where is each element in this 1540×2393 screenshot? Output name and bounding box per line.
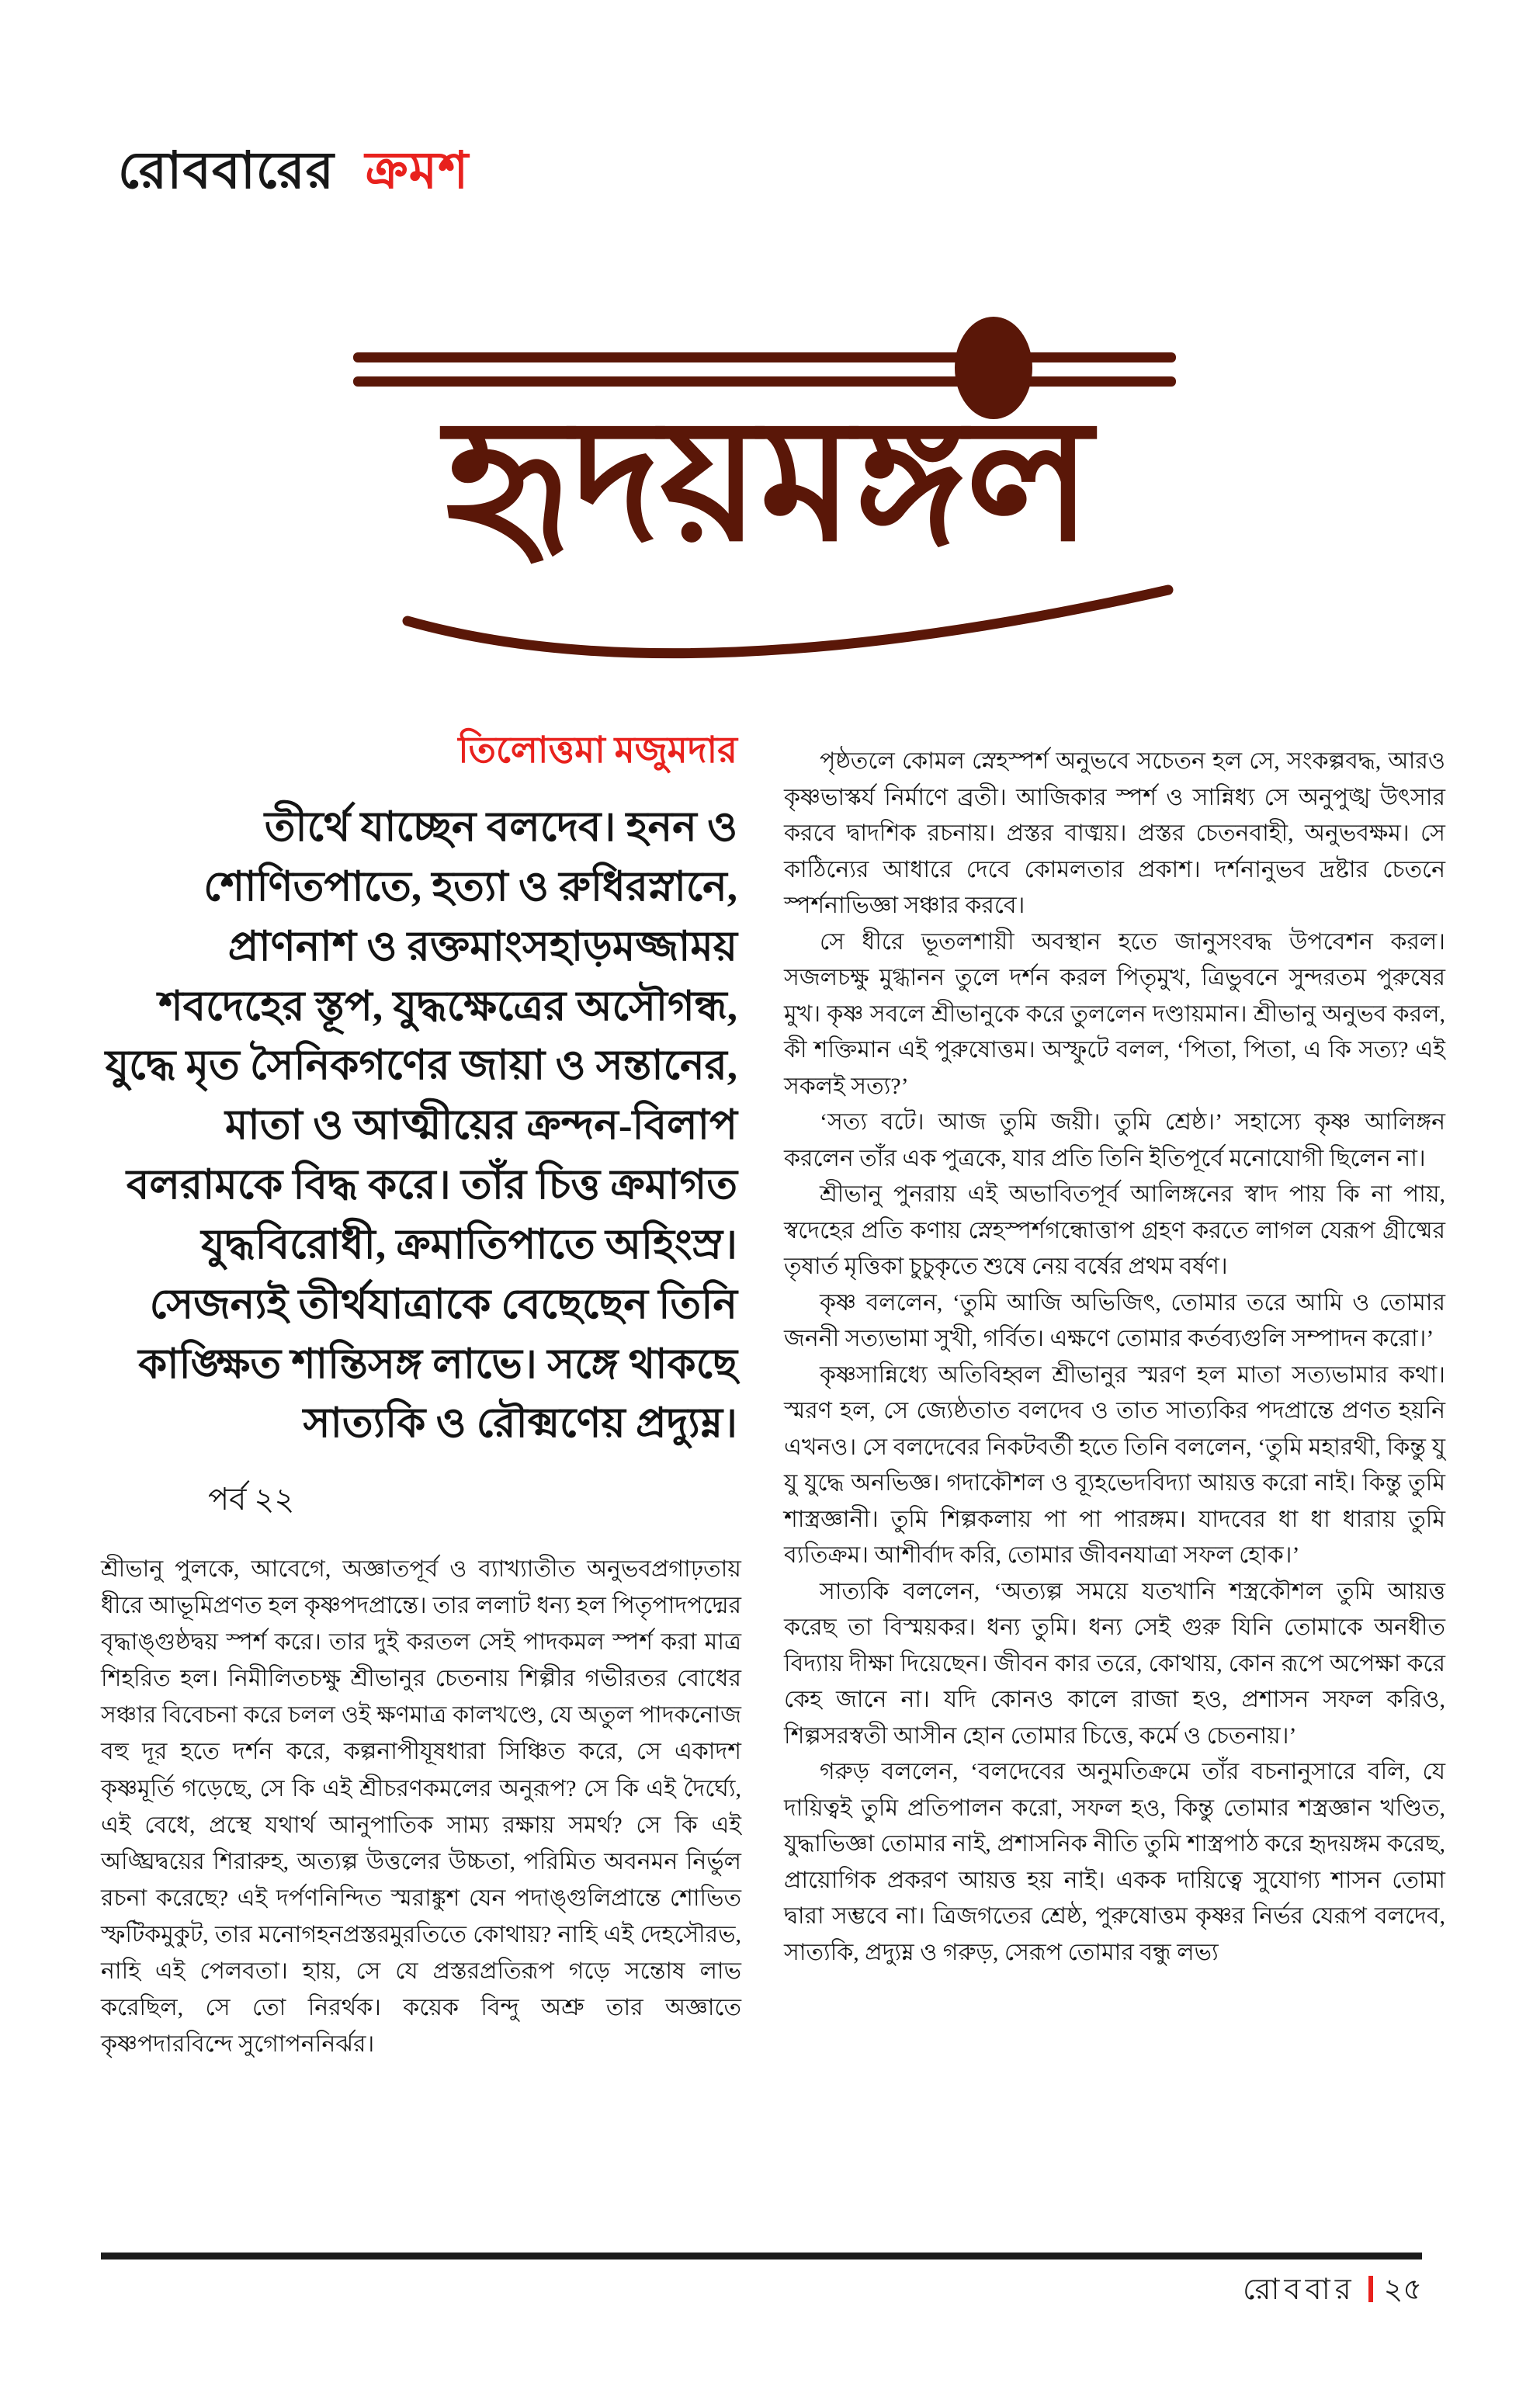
serial-header xyxy=(118,143,470,199)
masthead-rule-top xyxy=(353,352,1176,362)
body-paragraph: পৃষ্ঠতলে কোমল স্নেহস্পর্শ অনুভবে সচেতন হল সে, সংকল্পবদ্ধ, আরও কৃষ্ণভাস্কর্য নির্মাণে ব্রতী। আজিকার স্পর্শ ও সান্নিধ্য সে অনুপুঙ্খ উৎসার করবে দ্বাদশিক রচনায়। প্রস্তর বাঙ্ময়। প্রস্তর চেতনবাহী, অনুভবক্ষম। সে কাঠিন্যের আধারে দেবে কোমলতার প্রকাশ। দর্শনানুভব দ্রষ্টার চেতনে স্পর্শনাভিজ্ঞা সঞ্চার করবে। xyxy=(784,748,1445,918)
footer-divider xyxy=(1368,2276,1373,2302)
page-footer xyxy=(101,2273,1422,2308)
footer-magazine-name: রোববার xyxy=(1243,2273,1356,2306)
author-name: তিলোত্তমা মজুমদার xyxy=(458,730,737,771)
body-paragraph: সে ধীরে ভূতলশায়ী অবস্থান হতে জানুসংবদ্ধ উপবেশন করল। সজলচক্ষু মুগ্ধানন তুলে দর্শন করল পিতৃমুখ, ত্রিভুবনে সুন্দরতম পুরুষের মুখ। কৃষ্ণ সবলে শ্রীভানুকে করে তুললেন দণ্ডায়মান। শ্রীভানু অনুভব করল, কী শক্তিমান এই পুরুষোত্তম। অস্ফুটে বলল, ‘পিতা, পিতা, এ কি সত্য? এই সকলই সত্য?’ xyxy=(784,928,1445,1099)
body-paragraph: গরুড় বললেন, ‘বলদেবের অনুমতিক্রমে তাঁর বচনানুসারে বলি, যে দায়িত্বই তুমি প্রতিপালন করো, সফল হও, কিন্তু তোমার শস্ত্রজ্ঞান খণ্ডিত, যুদ্ধাভিজ্ঞা তোমার নাই, প্রশাসনিক নীতি তুমি শাস্ত্রপাঠ করে হৃদয়ঙ্গম করেছ, প্রায়োগিক প্রকরণ আয়ত্ত হয় নাই। একক দায়িত্বে সুযোগ্য শাসন তোমা দ্বারা সম্ভবে না। ত্রিজগতের শ্রেষ্ঠ, পুরুষোত্তম কৃষ্ণর নির্ভর যেরূপ বলদেব, সাত্যকি, প্রদ্যুম্ন ও গরুড়, সেরূপ তোমার বন্ধু লভ্য xyxy=(784,1759,1445,1965)
right-column-body xyxy=(784,744,1445,1971)
masthead-swoosh-ornament xyxy=(408,590,1168,654)
intro-paragraph: তীর্থে যাচ্ছেন বলদেব। হনন ও শোণিতপাতে, হত্যা ও রুধিরস্নানে, প্রাণনাশ ও রক্তমাংসহাড়মজ্জাময় শবদেহের স্তূপ, যুদ্ধক্ষেত্রের অসৌগন্ধ, যুদ্ধে মৃত সৈনিকগণের জায়া ও সন্তানের, মাতা ও আত্মীয়ের ক্রন্দন-বিলাপ বলরামকে বিদ্ধ করে। তাঁর চিত্ত ক্রমাগত যুদ্ধবিরোধী, ক্রমাতিপাতে অহিংস্র। সেজন্যই তীর্থযাত্রাকে বেছেছেন তিনি কাঙ্ক্ষিত শান্তিসঙ্গ লাভে। সঙ্গে থাকছে সাত্যকি ও রৌক্মণেয় প্রদ্যুম্ন। xyxy=(105,805,737,1447)
serial-status: ক্রমশ xyxy=(365,143,470,199)
serial-title: রোববারের xyxy=(118,143,335,199)
masthead xyxy=(310,317,1226,720)
masthead-title: হৃদয়মঙ্গল xyxy=(444,389,1092,576)
body-paragraph: ‘সত্য বটে। আজ তুমি জয়ী। তুমি শ্রেষ্ঠ।’ সহাস্যে কৃষ্ণ আলিঙ্গন করলেন তাঁর এক পুত্রকে, যার প্রতি তিনি ইতিপূর্বে মনোযোগী ছিলেন না। xyxy=(784,1109,1445,1171)
footer-rule xyxy=(101,2253,1422,2259)
left-column-body xyxy=(101,1551,741,2062)
section-heading: পর্ব ২২ xyxy=(208,1482,295,1517)
body-paragraph: শ্রীভানু পুনরায় এই অভাবিতপূর্ব আলিঙ্গনের স্বাদ পায় কি না পায়, স্বদেহের প্রতি কণায় স্নেহস্পর্শগন্ধোত্তাপ গ্রহণ করতে লাগল যেরূপ গ্রীষ্মের তৃষার্ত মৃত্তিকা চুচুকৃতে শুষে নেয় বর্ষের প্রথম বর্ষণ। xyxy=(784,1181,1445,1279)
body-paragraph: কৃষ্ণ বললেন, ‘তুমি আজি অভিজিৎ, তোমার তরে আমি ও তোমার জননী সত্যভামা সুখী, গর্বিত। এক্ষণে তোমার কর্তব্যগুলি সম্পাদন করো।’ xyxy=(784,1289,1445,1351)
body-paragraph: সাত্যকি বললেন, ‘অত্যল্প সময়ে যতখানি শস্ত্রকৌশল তুমি আয়ত্ত করেছ তা বিস্ময়কর। ধন্য তুমি। ধন্য সেই গুরু যিনি তোমাকে অনধীত বিদ্যায় দীক্ষা দিয়েছেন। জীবন কার তরে, কোথায়, কোন রূপে অপেক্ষা করে কেহ জানে না। যদি কোনও কালে রাজা হও, প্রশাসন সফল করিও, শিল্পসরস্বতী আসীন হোন তোমার চিত্তে, কর্মে ও চেতনায়।’ xyxy=(784,1578,1445,1749)
body-paragraph: কৃষ্ণসান্নিধ্যে অতিবিহ্বল শ্রীভানুর স্মরণ হল মাতা সত্যভামার কথা। স্মরণ হল, সে জ্যেষ্ঠতাত বলদেব ও তাত সাত্যকির পদপ্রান্তে প্রণত হয়নি এখনও। সে বলদেবের নিকটবর্তী হতে তিনি বললেন, ‘তুমি মহারথী, কিন্তু যু যু যুদ্ধে অনভিজ্ঞ। গদাকৌশল ও ব্যূহভেদবিদ্যা আয়ত্ত করো নাই। কিন্তু তুমি শাস্ত্রজ্ঞানী। তুমি শিল্পকলায় পা পা পারঙ্গম। যাদবের ধা ধা ধারায় তুমি ব্যতিক্রম। আশীর্বাদ করি, তোমার জীবনযাত্রা সফল হোক।’ xyxy=(784,1361,1445,1568)
body-paragraph: শ্রীভানু পুলকে, আবেগে, অজ্ঞাতপূর্ব ও ব্যাখ্যাতীত অনুভবপ্রগাঢ়তায় ধীরে আভূমিপ্রণত হল কৃষ্ণপদপ্রান্তে। তার ললাট ধন্য হল পিতৃপাদপদ্মের বৃদ্ধাঙ্গুষ্ঠদ্বয় স্পর্শ করে। তার দুই করতল সেই পাদকমল স্পর্শ করা মাত্র শিহরিত হল। নিমীলিতচক্ষু শ্রীভানুর চেতনায় শিল্পীর গভীরতর বোধের সঞ্চার বিবেচনা করে চলল ওই ক্ষণমাত্র কালখণ্ডে, যে অতুল পাদকনোজ বহু দূর হতে দর্শন করে, কল্পনাপীযূষধারা সিঞ্চিত করে, সে একাদশ কৃষ্ণমূর্তি গড়েছে, সে কি এই শ্রীচরণকমলের অনুরূপ? সে কি এই দৈর্ঘ্যে, এই বেধে, প্রস্থে যথার্থ আনুপাতিক সাম্য রক্ষায় সমর্থ? সে কি এই অঙ্ঘ্রিদ্বয়ের শিরারুহ, অত্যল্প উত্তলের উচ্চতা, পরিমিত অবনমন নির্ভুল রচনা করেছে? এই দর্পণনিন্দিত স্মরাঙ্কুশ যেন পদাঙ্গুলিপ্রান্তে শোভিত স্ফটিকমুকুট, তার মনোগহনপ্রস্তরমুরতিতে কোথায়? নাহি এই দেহসৌরভ, নাহি এই পেলবতা। হায়, সে যে প্রস্তরপ্রতিরূপ গড়ে সন্তোষ লাভ করেছিল, সে তো নিরর্থক। কয়েক বিন্দু অশ্রু তার অজ্ঞাতে কৃষ্ণপদারবিন্দে সুগোপননির্ঝর। xyxy=(101,1556,741,2058)
footer-page-number: ২৫ xyxy=(1383,2273,1422,2306)
